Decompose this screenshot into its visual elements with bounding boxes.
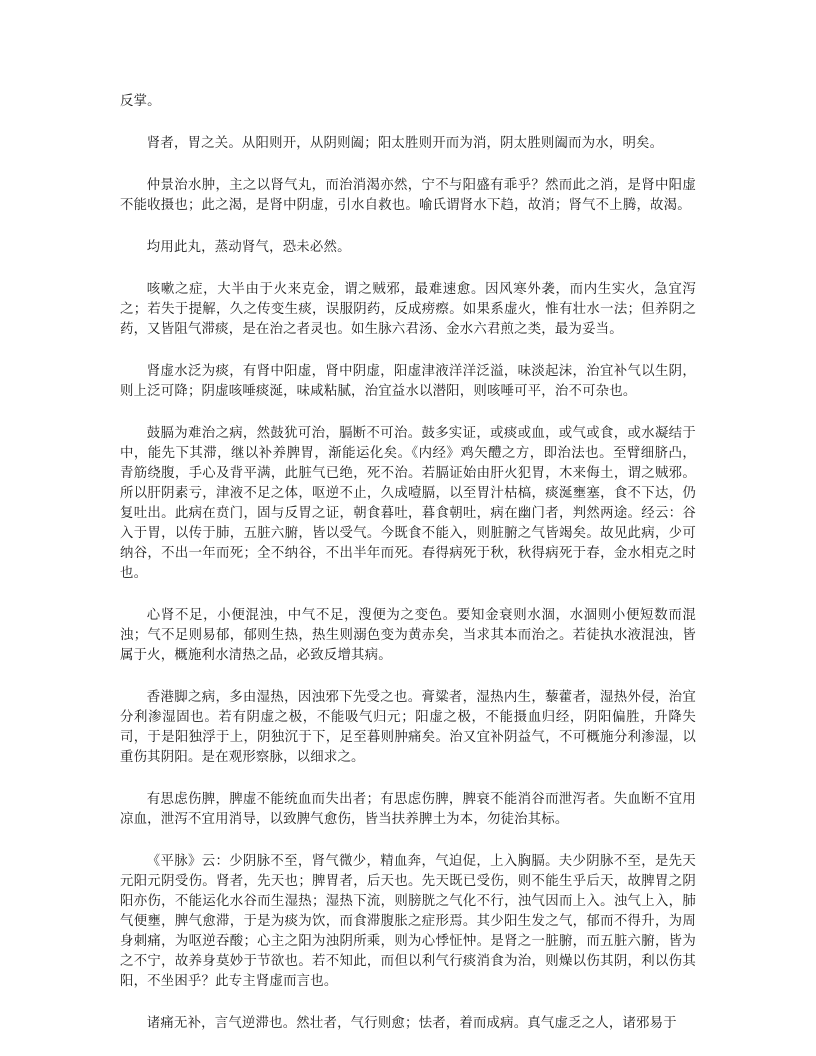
paragraph-7: 心肾不足，小便混浊，中气不足，溲便为之变色。要知金衰则水涸，水涸则小便短数而混浊；气不足则易郁，郁则生热，热生则溺色变为黄赤矣，当求其本而治之。若徒执水液混浊，皆属于火，概施利水清热之品，必致反增其病。	[120, 608, 696, 663]
paragraph-9: 有思虑伤脾，脾虚不能统血而失出者；有思虑伤脾，脾衰不能消谷而泄泻者。失血断不宜用凉血，泄泻不宜用消导，以致脾气愈伤，皆当扶养脾土为本，勿徒治其标。	[120, 792, 696, 827]
paragraph-6: 鼓膈为难治之病，然鼓犹可治，膈断不可治。鼓多实证，或痰或血，或气或食，或水凝结于中，能先下其滞，继以补养脾胃，渐能运化矣。《内经》鸡矢醴之方，即治法也。至臂细脐凸，青筋绕腹，手心及背平满，此脏气已绝，死不治。若膈证始由肝火犯胃，木来侮土，谓之贼邪。所以肝阴素亏，津液不足之体，呕逆不止，久成噎膈，以至胃汁枯槁，痰涎壅塞，食不下达，仍复吐出。此病在贲门，固与反胃之证，朝食暮吐，暮食朝吐，病在幽门者，判然两途。经云：谷入于胃，以传于肺，五脏六腑，皆以受气。今既食不能入，则脏腑之气皆竭矣。故见此病，少可纳谷，不出一年而死；全不纳谷，不出半年而死。春得病死于秋，秋得病死于春，金水相克之时也。	[120, 426, 696, 581]
paragraph-11: 诸痛无补，言气逆滞也。然壮者，气行则愈；怯者，着而成病。真气虚乏之人，诸邪易于	[146, 1016, 677, 1031]
paragraph-2: 仲景治水肿，主之以肾气丸，而治消渴亦然，宁不与阳盛有乖乎？然而此之消，是肾中阳虚不能收摄也；此之渴，是肾中阴虚，引水自救也。喻氏谓肾水下趋，故消；肾气不上腾，故渴。	[120, 178, 696, 213]
paragraph-1: 肾者，胃之关。从阳则开，从阴则阖；阳太胜则开而为消，阴太胜则阖而为水，明矣。	[146, 136, 664, 151]
paragraph-3: 均用此丸，蒸动肾气，恐未必然。	[146, 240, 351, 255]
paragraph-10: 《平脉》云：少阴脉不至，肾气微少，精血奔，气迫促，上入胸膈。夫少阴脉不至，是先天元阳元阴受伤。肾者，先天也；脾胃者，后天也。先天既已受伤，则不能生乎后天，故脾胃之阴阳亦伤，不能运化水谷而生湿热；湿热下流，则膀胱之气化不行，浊气因而上入。浊气上入，肺气便壅，脾气愈滞，于是为痰为饮，而食滞腹胀之症形焉。其少阳生发之气，郁而不得升，为周身刺痛，为呕逆吞酸；心主之阳为浊阴所乘，则为心悸怔忡。是肾之一脏腑，而五脏六腑，皆为之不宁，故养身莫妙于节欲也。若不知此，而但以利气行痰消食为治，则燥以伤其阴，利以伤其阳，不坐困乎？此专主肾虚而言也。	[120, 854, 696, 989]
paragraph-5: 肾虚水泛为痰，有肾中阳虚，肾中阴虚，阳虚津液洋洋泛溢，味淡起沫，治宜补气以生阴，则上泛可降；阴虚咳唾痰涎，味咸粘腻，治宜益水以潜阳，则咳唾可平，治不可杂也。	[120, 364, 696, 399]
paragraph-4: 咳嗽之症，大半由于火来克金，谓之贼邪，最难速愈。因风寒外袭，而内生实火，急宜泻之；若失于提解，久之传变生痰，误服阴药，反成痨瘵。如果系虚火，惟有壮水一法；但养阴之药，又皆阻气滞痰，是在治之者灵也。如生脉六君汤、金水六君煎之类，最为妥当。	[120, 282, 696, 337]
paragraph-8: 香港脚之病，多由湿热，因浊邪下先受之也。膏粱者，湿热内生，藜藿者，湿热外侵，治宜分利渗湿固也。若有阴虚之极，不能吸气归元；阳虚之极，不能摄血归经，阴阳偏胜，升降失司，于是阳独浮于上，阴独沉于下，足至暮则肿痛矣。治又宜补阴益气，不可概施分利渗湿，以重伤其阴阳。是在观形察脉，以细求之。	[120, 690, 696, 765]
paragraph-0: 反掌。	[120, 94, 161, 109]
